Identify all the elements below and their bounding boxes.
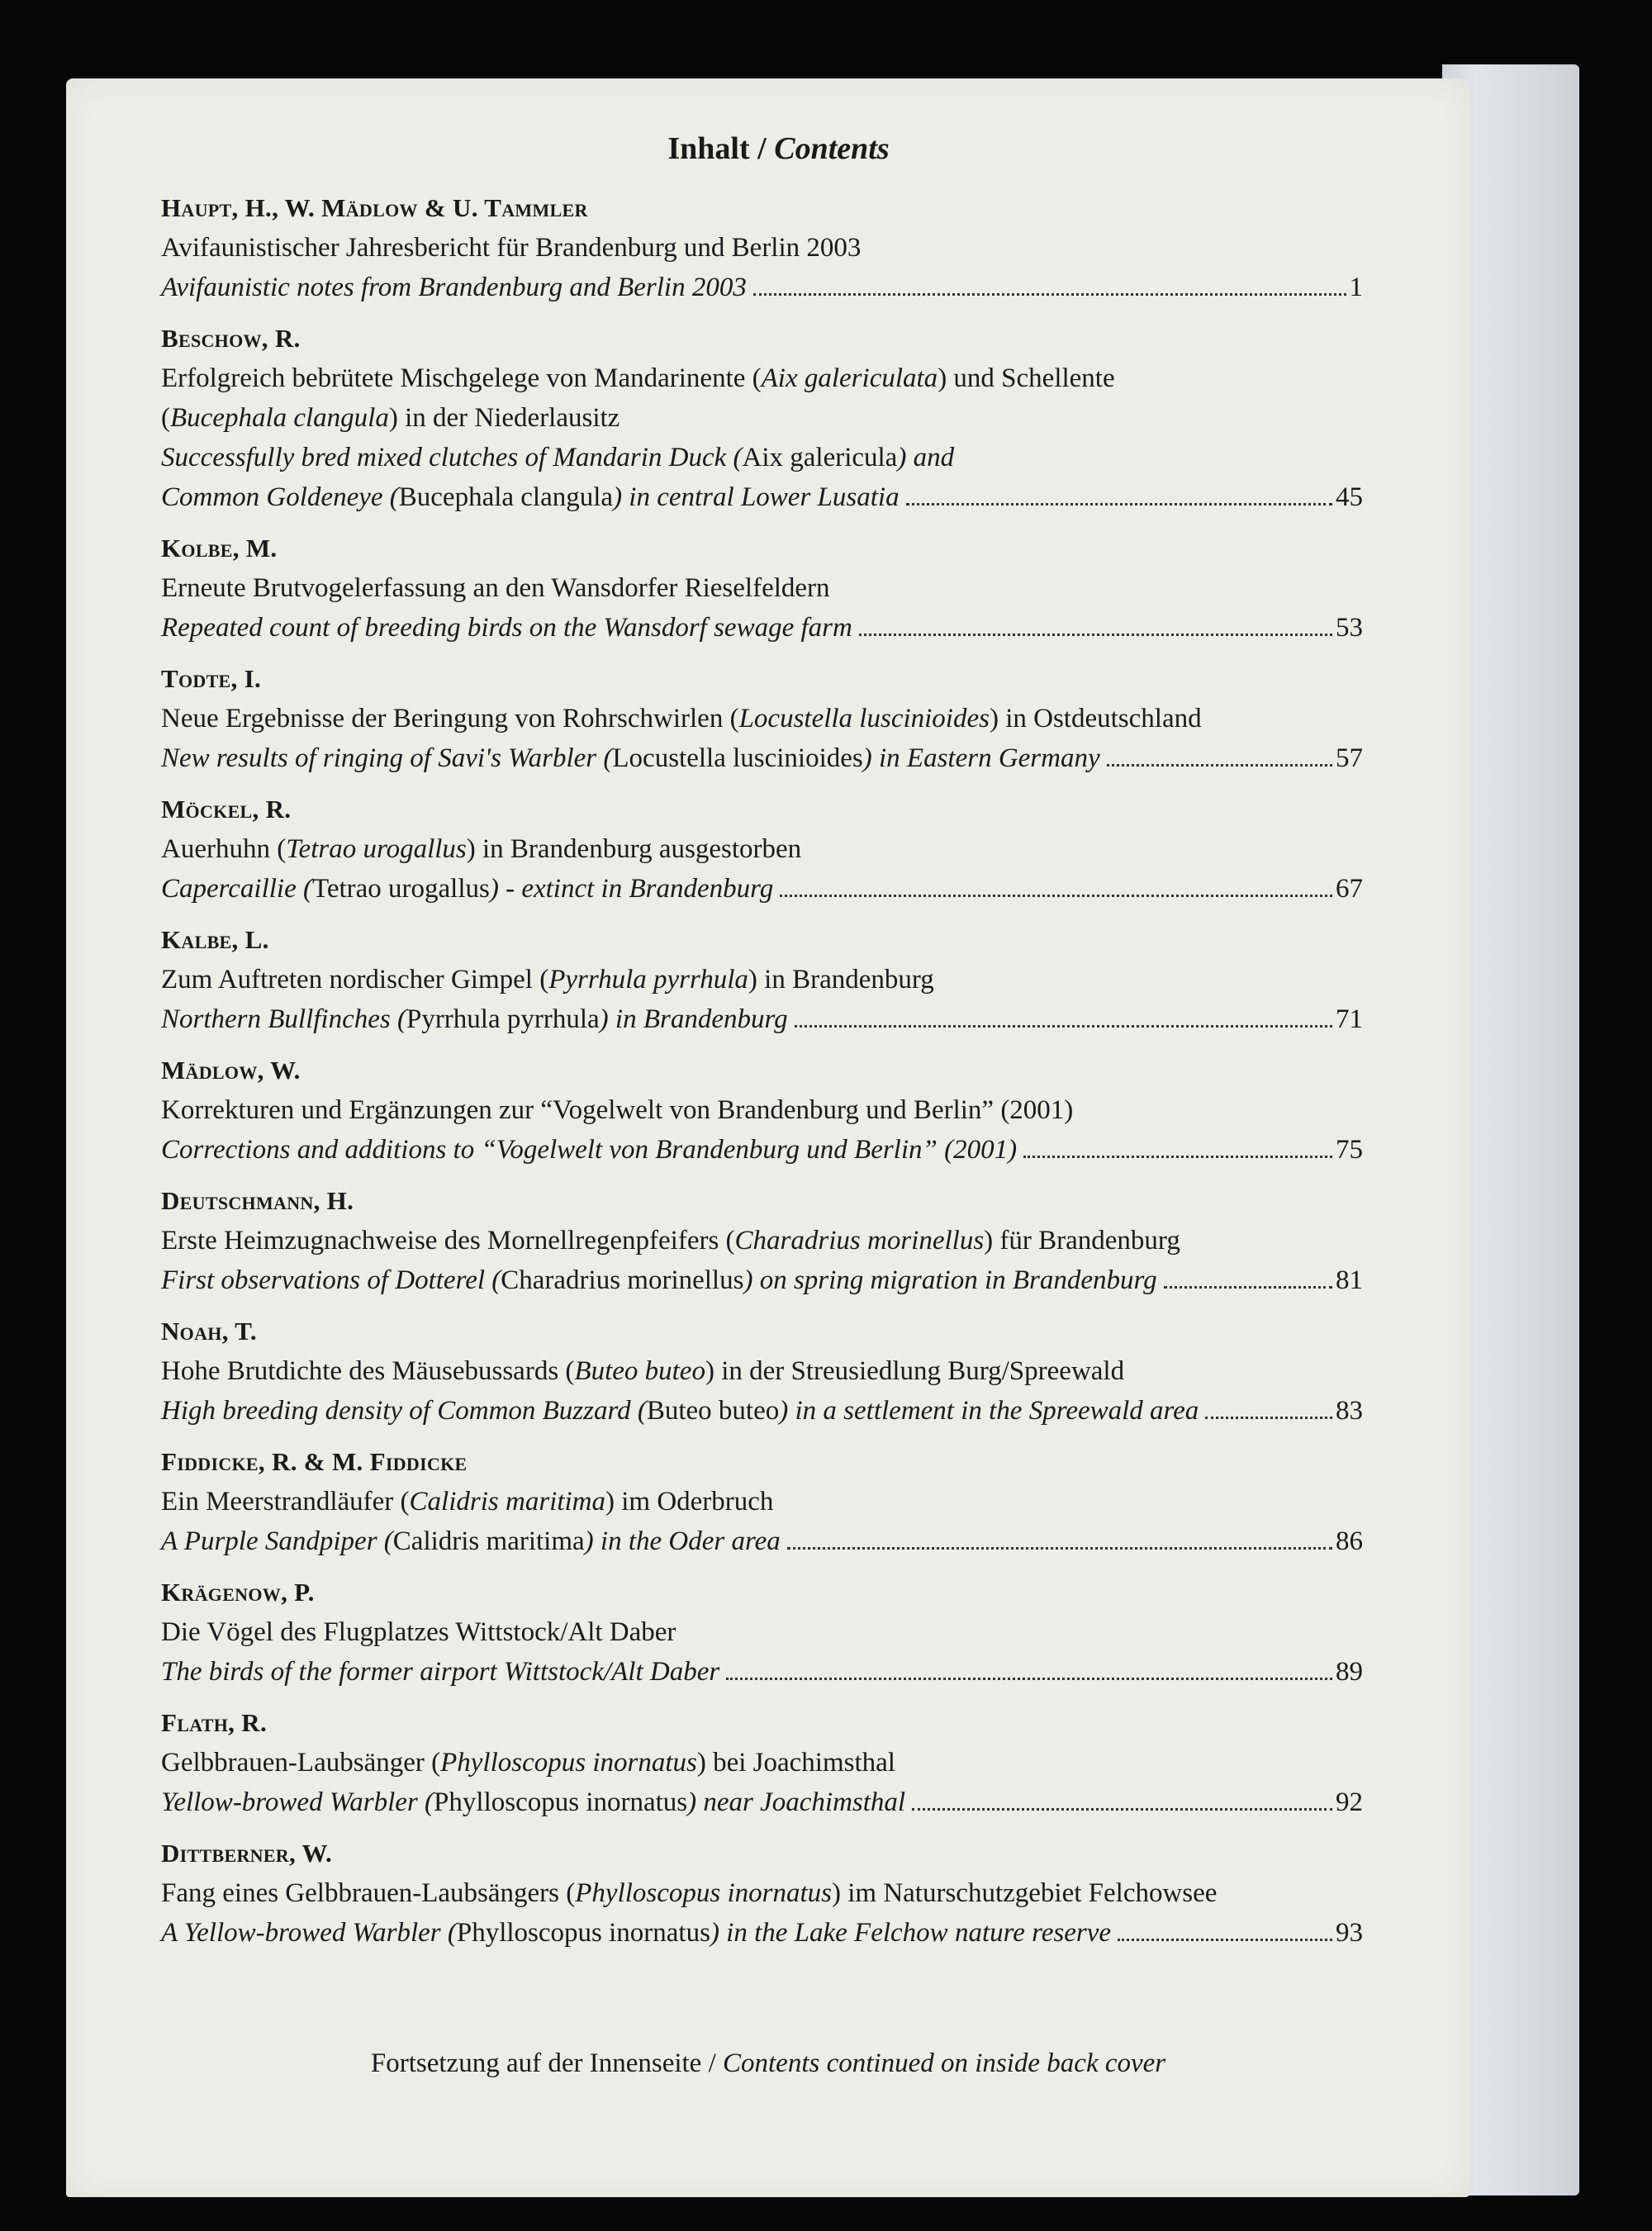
entry-title-german (161, 568, 1363, 608)
entry-title-english-text (161, 738, 1100, 778)
entry-author: Deutschmann, H. (161, 1186, 354, 1215)
page-number: 86 (1336, 1526, 1363, 1556)
toc-entry (161, 790, 1363, 909)
entry-title-german (161, 1743, 1363, 1782)
entry-title-english (161, 1913, 1363, 1953)
entry-title-english-text (161, 438, 954, 477)
title-segment: High breeding density of Common Buzzard ( (161, 1396, 647, 1426)
dot-leader (795, 1025, 1332, 1028)
page-number: 57 (1336, 743, 1363, 773)
title-segment: ) and (897, 443, 955, 472)
title-segment: Calidris maritima (409, 1487, 605, 1517)
toc-entry (161, 1312, 1363, 1431)
toc-entry (161, 1051, 1363, 1170)
entry-title-english-text (161, 608, 852, 648)
title-segment: ) in the Oder area (584, 1526, 781, 1556)
entry-title-german (161, 228, 1363, 268)
title-separator: / (749, 131, 775, 166)
dot-leader (787, 1547, 1332, 1550)
title-segment: ) in the Lake Felchow nature reserve (710, 1918, 1112, 1948)
entry-title-english-text (161, 1130, 1017, 1170)
entry-author: Möckel, R. (161, 795, 292, 824)
title-segment: Northern Bullfinches ( (161, 1004, 406, 1034)
title-segment: Fang eines Gelbbrauen-Laubsängers ( (161, 1878, 576, 1908)
continuation-note (66, 2048, 1470, 2079)
dot-leader (1205, 1417, 1332, 1419)
entry-author: Flath, R. (161, 1708, 267, 1737)
title-german: Inhalt (667, 131, 750, 166)
entry-title-german (161, 1482, 1363, 1521)
entry-title-english-text (161, 999, 788, 1039)
title-segment: Zum Auftreten nordischer Gimpel ( (161, 965, 549, 994)
title-segment: Aix galericula (742, 443, 898, 472)
page-number: 92 (1336, 1787, 1363, 1817)
title-segment: ) in Brandenburg ausgestorben (466, 834, 802, 864)
title-segment: Ein Meerstrandläufer ( (161, 1487, 410, 1517)
title-segment: Buteo buteo (646, 1396, 780, 1426)
entry-author: Kolbe, M. (161, 534, 278, 562)
title-segment: Tetrao urogallus (286, 834, 467, 864)
entry-title-english (161, 869, 1363, 909)
toc-entry (161, 920, 1363, 1039)
page-number: 75 (1336, 1135, 1363, 1165)
toc-entry (161, 529, 1363, 648)
title-segment: Pyrrhula pyrrhula (406, 1004, 600, 1034)
title-segment: Capercaillie ( (161, 874, 312, 904)
title-segment: ) on spring migration in Brandenburg (743, 1265, 1157, 1295)
toc-entry (161, 188, 1363, 307)
page-number: 67 (1336, 874, 1363, 904)
entry-title-english-text (161, 1260, 1157, 1300)
footer-separator: / (701, 2048, 723, 2078)
title-segment: Aix galericulata (761, 363, 938, 393)
entry-title-english-text (161, 1913, 1111, 1953)
entry-title-german (161, 358, 1363, 398)
dot-leader (1023, 1156, 1332, 1158)
title-segment: Charadrius morinellus (734, 1226, 985, 1256)
entry-title-english (161, 999, 1363, 1039)
page-number: 83 (1336, 1396, 1363, 1426)
title-segment: ) in der Niederlausitz (388, 403, 620, 433)
dot-leader (906, 503, 1332, 506)
title-segment: ) in a settlement in the Spreewald area (779, 1396, 1199, 1426)
title-segment: Common Goldeneye ( (161, 482, 399, 512)
entry-title-english (161, 1260, 1363, 1300)
entry-author: Noah, T. (161, 1317, 257, 1346)
title-segment: Die Vögel des Flugplatzes Wittstock/Alt Daber (161, 1617, 676, 1647)
title-segment: Tetrao urogallus (311, 874, 490, 904)
title-segment: ) in Eastern Germany (862, 743, 1100, 773)
entry-title-english-text (161, 1652, 719, 1692)
title-segment: Buteo buteo (574, 1356, 705, 1386)
dot-leader (753, 293, 1346, 296)
title-segment: Yellow-browed Warbler ( (161, 1787, 434, 1817)
title-segment: Avifaunistischer Jahresbericht für Brandenburg und Berlin 2003 (161, 233, 862, 263)
entry-author: Kalbe, L. (161, 925, 269, 954)
title-english: Contents (774, 131, 890, 166)
table-of-contents (161, 131, 1363, 1964)
entry-author: Krägenow, P. (161, 1578, 315, 1607)
title-segment: Successfully bred mixed clutches of Mandarin Duck ( (161, 443, 743, 472)
entry-title-german (161, 1090, 1363, 1130)
entry-title-english (161, 477, 1363, 517)
page-number: 45 (1336, 482, 1363, 512)
page-number: 1 (1349, 273, 1363, 302)
dot-leader (726, 1678, 1332, 1680)
title-segment: Gelbbrauen-Laubsänger ( (161, 1748, 441, 1778)
title-segment: Hohe Brutdichte des Mäusebussards ( (161, 1356, 575, 1386)
title-segment: Bucephala clangula (170, 403, 389, 433)
entry-title-english-text (161, 477, 900, 517)
entry-author: Dittberner, W. (161, 1839, 333, 1868)
dot-leader (912, 1808, 1332, 1811)
page-number: 89 (1336, 1657, 1363, 1687)
footer-english: Contents continued on inside back cover (723, 2048, 1166, 2078)
entry-author: Todte, I. (161, 664, 262, 693)
toc-entry (161, 319, 1363, 517)
entry-title-english-text (161, 869, 773, 909)
title-segment: ) im Naturschutzgebiet Felchowsee (832, 1878, 1218, 1908)
entry-title-english (161, 1130, 1363, 1170)
title-segment: ) in Ostdeutschland (989, 704, 1202, 733)
page-number: 53 (1336, 613, 1363, 643)
entry-title-english (161, 608, 1363, 648)
title-segment: Erste Heimzugnachweise des Mornellregenpfeifers ( (161, 1226, 735, 1256)
entry-title-english-text (161, 268, 747, 307)
entry-title-english (161, 1521, 1363, 1561)
title-segment: Bucephala clangula (398, 482, 614, 512)
title-segment: Repeated count of breeding birds on the Wansdorf sewage farm (161, 613, 852, 643)
dot-leader (1107, 764, 1332, 767)
entry-title-english-text (161, 1391, 1199, 1431)
title-segment: Phylloscopus inornatus (434, 1787, 688, 1817)
entry-list (161, 188, 1363, 1953)
entry-title-german (161, 829, 1363, 869)
entry-title-german (161, 1612, 1363, 1652)
entry-title-german (161, 699, 1363, 738)
page-number: 71 (1336, 1004, 1363, 1034)
title-segment: ) und Schellente (938, 363, 1115, 393)
title-segment: ) - extinct in Brandenburg (489, 874, 774, 904)
title-segment: ( (161, 403, 170, 433)
title-segment: ) in Brandenburg (599, 1004, 788, 1034)
page-title (161, 131, 1363, 167)
dot-leader (1118, 1939, 1332, 1941)
entry-title-english (161, 1391, 1363, 1431)
title-segment: ) in der Streusiedlung Burg/Spreewald (705, 1356, 1125, 1386)
entry-title-german (161, 1351, 1363, 1391)
footer-german: Fortsetzung auf der Innenseite (370, 2048, 702, 2078)
title-segment: First observations of Dotterel ( (161, 1265, 501, 1295)
entry-title-german (161, 1221, 1363, 1260)
page-number: 81 (1336, 1265, 1363, 1295)
title-segment: Phylloscopus inornatus (456, 1918, 710, 1948)
toc-entry (161, 1181, 1363, 1300)
title-segment: Korrekturen und Ergänzungen zur “Vogelwelt von Brandenburg und Berlin” (2001) (161, 1095, 1074, 1125)
entry-author: Fiddicke, R. & M. Fiddicke (161, 1447, 468, 1476)
dot-leader (1164, 1286, 1332, 1289)
title-segment: Locustella luscinioides (612, 743, 863, 773)
title-segment: New results of ringing of Savi's Warbler ( (161, 743, 613, 773)
title-segment: ) im Oderbruch (605, 1487, 774, 1517)
entry-author: Beschow, R. (161, 324, 301, 353)
title-segment: Erneute Brutvogelerfassung an den Wansdorfer Rieselfeldern (161, 573, 830, 603)
title-segment: Avifaunistic notes from Brandenburg and Berlin 2003 (161, 273, 747, 302)
toc-entry (161, 1442, 1363, 1561)
entry-title-english-text (161, 1521, 781, 1561)
entry-title-english-text (161, 1782, 905, 1822)
title-segment: Charadrius morinellus (501, 1265, 744, 1295)
title-segment: Auerhuhn ( (161, 834, 287, 864)
dot-leader (780, 895, 1332, 897)
title-segment: The birds of the former airport Wittstock/Alt Daber (161, 1657, 720, 1687)
title-segment: Corrections and additions to “Vogelwelt von Brandenburg und Berlin” (2001) (161, 1135, 1018, 1165)
title-segment: A Yellow-browed Warbler ( (161, 1918, 457, 1948)
page-number: 93 (1336, 1918, 1363, 1948)
entry-title-english (161, 1782, 1363, 1822)
title-segment: ) für Brandenburg (984, 1226, 1180, 1256)
toc-entry (161, 1573, 1363, 1692)
entry-title-english (161, 268, 1363, 307)
title-segment: Neue Ergebnisse der Beringung von Rohrschwirlen ( (161, 704, 739, 733)
entry-title-english (161, 738, 1363, 778)
toc-entry (161, 659, 1363, 778)
title-segment: ) in central Lower Lusatia (613, 482, 900, 512)
entry-title-german (161, 960, 1363, 999)
entry-title-german (161, 1873, 1363, 1913)
title-segment: ) bei Joachimsthal (696, 1748, 895, 1778)
title-segment: Phylloscopus inornatus (440, 1748, 697, 1778)
dot-leader (859, 634, 1332, 636)
entry-title-english (161, 1652, 1363, 1692)
toc-entry (161, 1703, 1363, 1822)
title-segment: Pyrrhula pyrrhula (548, 965, 748, 994)
title-segment: Locustella luscinioides (738, 704, 990, 733)
title-segment: ) in Brandenburg (748, 965, 934, 994)
entry-author: Mädlow, W. (161, 1056, 301, 1085)
toc-entry (161, 1834, 1363, 1953)
title-segment: ) near Joachimsthal (687, 1787, 906, 1817)
entry-title-english-first-line (161, 438, 1363, 477)
title-segment: Phylloscopus inornatus (575, 1878, 832, 1908)
title-segment: Calidris maritima (392, 1526, 585, 1556)
title-segment: A Purple Sandpiper ( (161, 1526, 393, 1556)
entry-author: Haupt, H., W. Mädlow & U. Tammler (161, 193, 588, 222)
title-segment: Erfolgreich bebrütete Mischgelege von Mandarinente ( (161, 363, 762, 393)
entry-title-german-cont (161, 398, 1363, 438)
